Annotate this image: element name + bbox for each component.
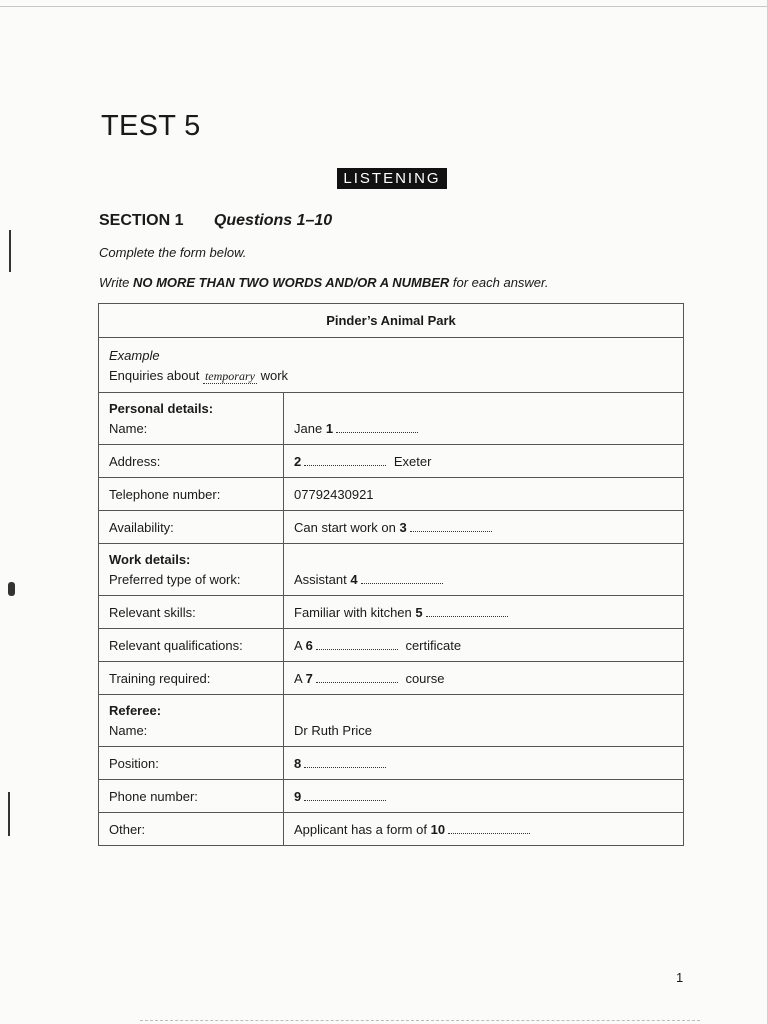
value-prefix: Applicant has a form of bbox=[294, 821, 427, 837]
answer-blank-1[interactable] bbox=[336, 422, 418, 433]
answer-blank-9[interactable] bbox=[304, 790, 386, 801]
section-label: SECTION 1 bbox=[99, 212, 184, 229]
question-number: 3 bbox=[399, 519, 407, 535]
value-prefix: A bbox=[294, 637, 302, 653]
answer-blank-4[interactable] bbox=[361, 573, 443, 584]
question-number: 10 bbox=[430, 821, 446, 837]
field-label-phone: Phone number: bbox=[99, 780, 284, 813]
instruction-bold: NO MORE THAN TWO WORDS AND/OR A NUMBER bbox=[132, 275, 450, 290]
scan-mark bbox=[9, 230, 11, 272]
page-bottom-edge bbox=[140, 1020, 700, 1022]
value-prefix: Jane bbox=[294, 420, 323, 436]
field-label-availability: Availability: bbox=[99, 511, 284, 544]
answer-blank-6[interactable] bbox=[316, 639, 398, 650]
instruction-suffix: for each answer. bbox=[449, 275, 549, 290]
field-label-telephone: Telephone number: bbox=[99, 478, 284, 511]
value-prefix: Assistant bbox=[294, 571, 347, 587]
form-value-cell bbox=[284, 445, 684, 478]
example-prefix: Enquiries about bbox=[109, 368, 200, 383]
listening-badge: LISTENING bbox=[337, 168, 447, 189]
field-label-position: Position: bbox=[99, 747, 284, 780]
value-prefix: Can start work on bbox=[294, 519, 396, 535]
telephone-value: 07792430921 bbox=[284, 478, 684, 511]
page-top-edge bbox=[0, 0, 768, 7]
answer-blank-8[interactable] bbox=[304, 757, 386, 768]
group-heading-personal-details: Personal details: bbox=[109, 400, 214, 416]
referee-name-value: Dr Ruth Price bbox=[294, 722, 373, 738]
answer-blank-7[interactable] bbox=[316, 672, 398, 683]
field-label-qualifications: Relevant qualifications: bbox=[99, 629, 284, 662]
form-title: Pinder’s Animal Park bbox=[99, 304, 684, 338]
question-number: 4 bbox=[350, 571, 358, 587]
question-number: 9 bbox=[294, 788, 302, 804]
instruction-prefix: Write bbox=[99, 275, 133, 290]
value-prefix: A bbox=[294, 670, 302, 686]
example-answer: temporary bbox=[204, 369, 255, 383]
section-heading bbox=[99, 212, 332, 230]
question-number: 7 bbox=[305, 670, 313, 686]
form-value-cell bbox=[284, 695, 684, 747]
instruction-word-limit bbox=[99, 275, 549, 290]
example-suffix: work bbox=[260, 368, 289, 383]
answer-blank-3[interactable] bbox=[410, 521, 492, 532]
scan-mark bbox=[8, 792, 10, 836]
form-value-cell bbox=[284, 511, 684, 544]
form-value-cell bbox=[284, 813, 684, 846]
form-value-cell bbox=[284, 629, 684, 662]
form-table bbox=[98, 303, 684, 846]
form-label-cell bbox=[99, 695, 284, 747]
field-label-referee-name: Name: bbox=[109, 722, 148, 738]
field-label-address: Address: bbox=[99, 445, 284, 478]
answer-blank-5[interactable] bbox=[426, 606, 508, 617]
value-prefix: Familiar with kitchen bbox=[294, 604, 412, 620]
question-number: 5 bbox=[415, 604, 423, 620]
page-number: 1 bbox=[676, 970, 684, 985]
form-label-cell bbox=[99, 393, 284, 445]
questions-range: Questions 1–10 bbox=[213, 212, 333, 229]
field-label-skills: Relevant skills: bbox=[99, 596, 284, 629]
form-value-cell bbox=[284, 780, 684, 813]
example-label: Example bbox=[109, 348, 160, 363]
scan-mark bbox=[8, 582, 15, 596]
answer-blank-10[interactable] bbox=[448, 823, 530, 834]
form-value-cell bbox=[284, 596, 684, 629]
value-suffix: certificate bbox=[405, 637, 462, 653]
form-value-cell bbox=[284, 544, 684, 596]
value-suffix: course bbox=[405, 670, 445, 686]
question-number: 8 bbox=[294, 755, 302, 771]
field-label-name: Name: bbox=[109, 420, 148, 436]
form-value-cell bbox=[284, 747, 684, 780]
form-value-cell bbox=[284, 393, 684, 445]
test-title: TEST 5 bbox=[101, 110, 201, 142]
group-heading-work-details: Work details: bbox=[109, 551, 191, 567]
field-label-training: Training required: bbox=[99, 662, 284, 695]
value-suffix: Exeter bbox=[393, 453, 432, 469]
answer-blank-2[interactable] bbox=[304, 455, 386, 466]
field-label-preferred-work: Preferred type of work: bbox=[109, 571, 241, 587]
example-row bbox=[99, 338, 684, 393]
question-number: 2 bbox=[294, 453, 302, 469]
question-number: 6 bbox=[305, 637, 313, 653]
form-value-cell bbox=[284, 662, 684, 695]
field-label-other: Other: bbox=[99, 813, 284, 846]
form-label-cell bbox=[99, 544, 284, 596]
instruction-complete-form: Complete the form below. bbox=[99, 245, 247, 260]
group-heading-referee: Referee: bbox=[109, 702, 162, 718]
question-number: 1 bbox=[325, 420, 334, 436]
